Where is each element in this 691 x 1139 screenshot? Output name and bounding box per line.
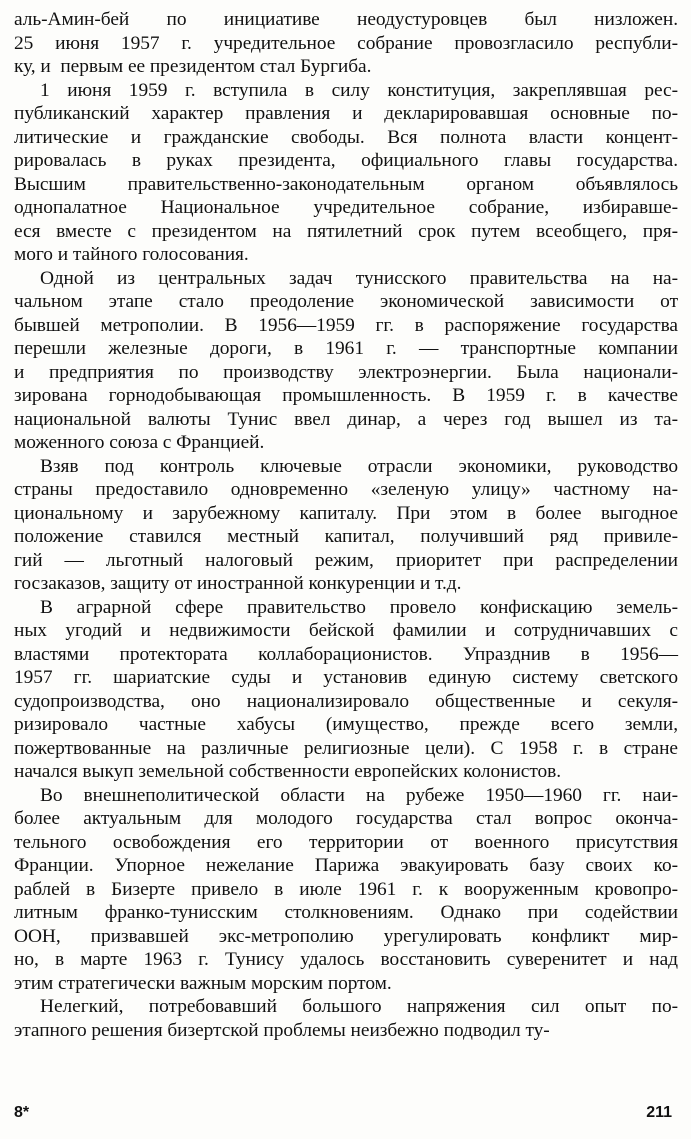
text-line: Одной из центральных задач тунисского правительства на на- — [40, 267, 678, 289]
text-line: судопроизводства, оно национализировало общественные и секуля- — [14, 690, 678, 712]
text-line: аль-Амин-бей по инициативе неодустуровцев был низложен. — [14, 9, 678, 30]
text-line: страны предоставило одновременно «зеленую улицу» частному на- — [14, 479, 678, 500]
text-line: Нелегкий, потребовавший большого напряжения сил опыт по- — [40, 996, 678, 1017]
text-line: 1957 гг. шариатские суды и установив единую систему светского — [14, 667, 678, 688]
text-line: ризировало частные хабусы (имущество, прежде всего земли, — [14, 714, 678, 735]
text-line: госзаказов, защиту от иностранной конкуренции и т.д. — [14, 573, 462, 594]
text-line: 25 июня 1957 г. учредительное собрание провозгласило республи- — [14, 32, 678, 54]
text-line: ных угодий и недвижимости бейской фамилии и сотрудничавших с — [14, 620, 678, 641]
text-line: Взяв под контроль ключевые отрасли экономики, руководство — [40, 455, 678, 477]
text-line: литным франко-тунисским столкновениям. Однако при содействии — [14, 902, 678, 923]
text-line: бывшей метрополии. В 1956—1959 гг. в распоряжение государства — [14, 314, 678, 336]
text-line: властями протектората коллаборационистов. Упразднив в 1956— — [14, 643, 678, 665]
text-line: чальном этапе стало преодоление экономической зависимости от — [14, 291, 678, 312]
text-line: Во внешнеполитической области на рубеже 1950—1960 гг. наи- — [40, 784, 678, 806]
paragraph — [14, 596, 678, 784]
text-line: тельного освобождения его территории от военного присутствия — [14, 831, 678, 853]
text-line: ООН, призвавшей экс-метрополию урегулировать конфликт мир- — [14, 925, 678, 947]
text-line: гий — льготный налоговый режим, приоритет при распределении — [14, 549, 678, 571]
text-line: положение ставился местный капитал, получивший ряд привиле- — [14, 526, 678, 547]
paragraph — [14, 995, 678, 1042]
text-line: литические и гражданские свободы. Вся полнота власти концент- — [14, 126, 678, 148]
paragraph — [14, 267, 678, 455]
text-line: этапного решения бизертской проблемы неизбежно подводил ту- — [14, 1019, 550, 1041]
text-line: но, в марте 1963 г. Тунису удалось восстановить суверенитет и над — [14, 949, 678, 970]
text-line: перешли железные дороги, в 1961 г. — транспортные компании — [14, 338, 678, 359]
text-line: Франции. Упорное нежелание Парижа эвакуировать базу своих ко- — [14, 855, 678, 876]
text-line: раблей в Бизерте привело в июле 1961 г. к вооруженным кровопро- — [14, 878, 678, 900]
body-text — [14, 8, 678, 1042]
text-line: пожертвованные на различные религиозные цели). С 1958 г. в стране — [14, 737, 678, 759]
paragraph — [14, 784, 678, 996]
paragraph — [14, 8, 678, 79]
text-line: начался выкуп земельной собственности европейских колонистов. — [14, 761, 562, 782]
text-line: рировалась в руках президента, официального главы государства. — [14, 150, 678, 171]
text-line: и предприятия по производству электроэнергии. Была национали- — [14, 361, 678, 383]
text-line: более актуальным для молодого государства стал вопрос оконча- — [14, 808, 678, 829]
printer-signature-mark: 8* — [14, 1104, 30, 1121]
paragraph — [14, 79, 678, 267]
text-line: однопалатное Национальное учредительное собрание, избиравше- — [14, 197, 678, 218]
text-line: В аграрной сфере правительство провело конфискацию земель- — [40, 596, 678, 618]
text-line: ку, и первым ее президентом стал Бургиба. — [14, 56, 372, 77]
text-line: этим стратегически важным морским портом. — [14, 972, 392, 994]
text-line: моженного союза с Францией. — [14, 432, 265, 453]
text-line: еся вместе с президентом на пятилетний срок путем всеобщего, пря- — [14, 220, 678, 242]
text-line: 1 июня 1959 г. вступила в силу конституция, закреплявшая рес- — [40, 79, 678, 101]
text-line: зирована горнодобывающая промышленность. В 1959 г. в качестве — [14, 385, 678, 406]
text-line: публиканский характер правления и декларировавшая основные по- — [14, 103, 678, 124]
text-line: Высшим правительственно-законодательным органом объявлялось — [14, 173, 678, 195]
page-footer — [14, 1104, 678, 1128]
paragraph — [14, 455, 678, 596]
text-line: циональному и зарубежному капиталу. При этом в более выгодное — [14, 502, 678, 524]
page-number: 211 — [646, 1104, 672, 1121]
text-line: национальной валюты Тунис ввел динар, а через год вышел из та- — [14, 408, 678, 430]
text-line: мого и тайного голосования. — [14, 244, 249, 265]
